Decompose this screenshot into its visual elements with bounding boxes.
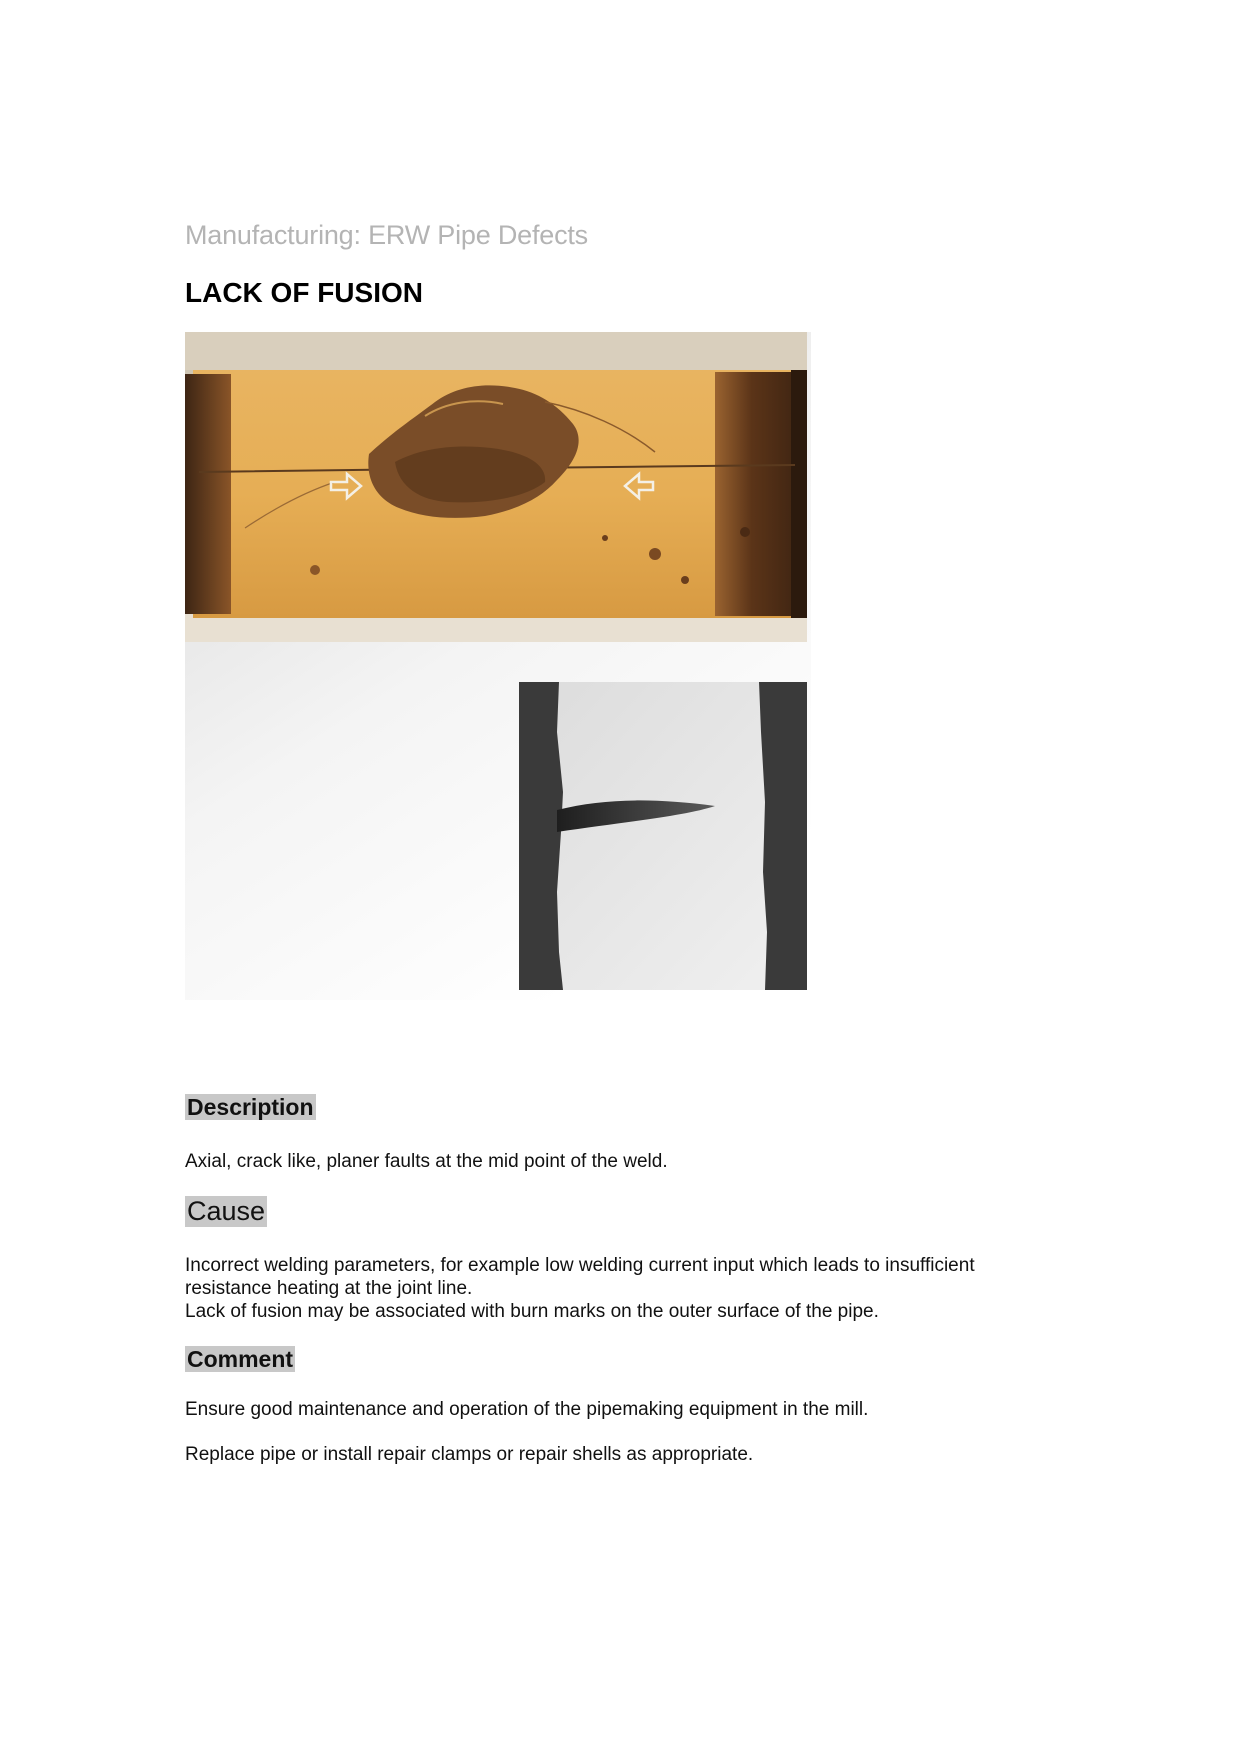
page-title: LACK OF FUSION: [185, 277, 423, 308]
cause-heading: Cause: [187, 1196, 266, 1226]
page-kicker: Manufacturing: ERW Pipe Defects: [185, 220, 588, 250]
cause-line-3: Lack of fusion may be associated with burn marks on the outer surface of the pipe.: [185, 1301, 879, 1322]
description-heading: Description: [187, 1094, 314, 1120]
comment-text-1: Ensure good maintenance and operation of the pipemaking equipment in the mill.: [185, 1399, 869, 1420]
comment-text-2: Replace pipe or install repair clamps or repair shells as appropriate.: [185, 1444, 754, 1465]
description-body: [185, 1150, 1065, 1173]
pipe-photo: [185, 332, 807, 642]
cause-line-1: Incorrect welding parameters, for example low welding current input which leads to insufficient: [185, 1255, 975, 1276]
micrograph-photo: [519, 682, 807, 990]
comment-body-2: [185, 1443, 1065, 1466]
comment-heading: Comment: [187, 1346, 294, 1372]
defect-figure: [185, 332, 811, 1000]
cause-line-2: resistance heating at the joint line.: [185, 1278, 473, 1299]
description-text: Axial, crack like, planer faults at the mid point of the weld.: [185, 1151, 668, 1172]
comment-body-1: [185, 1398, 1065, 1421]
cause-body: [185, 1254, 1065, 1323]
